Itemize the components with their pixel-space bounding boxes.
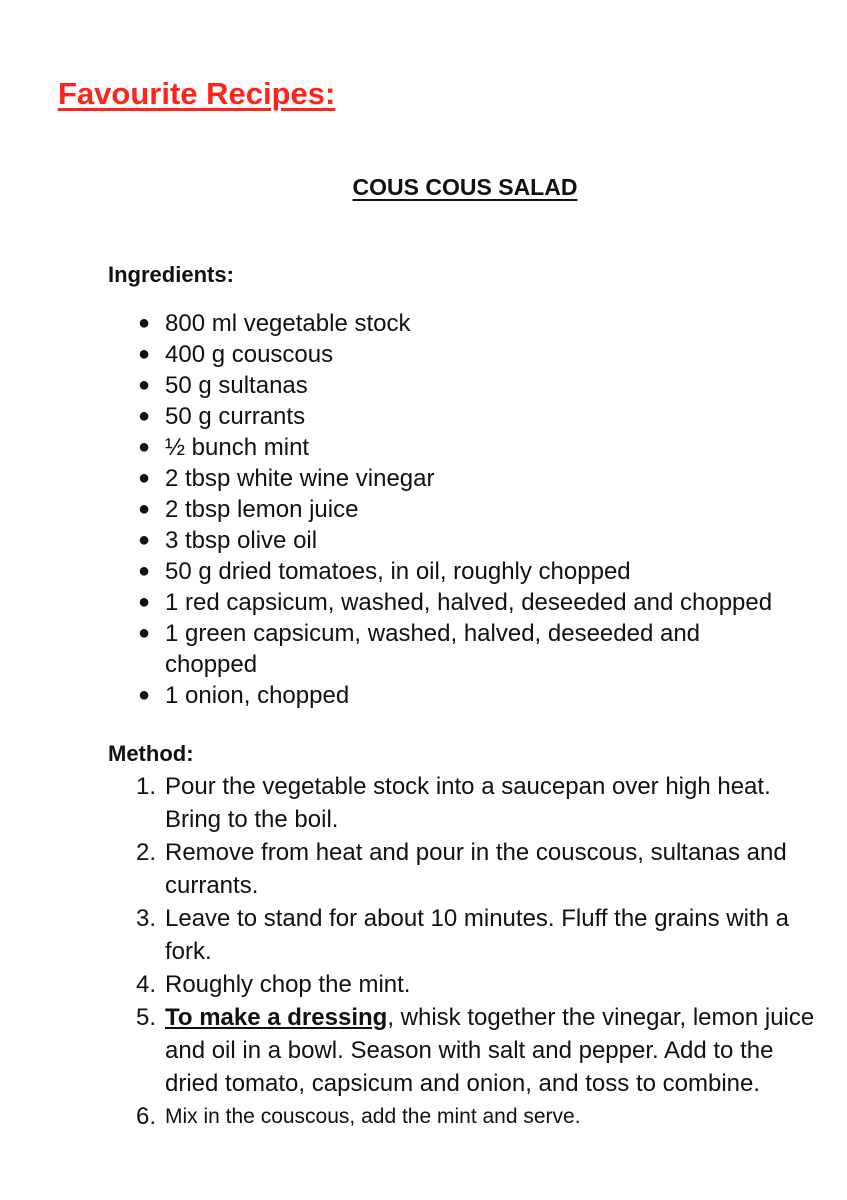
step-number: 5.: [136, 1004, 157, 1031]
page-title: Favourite Recipes:: [58, 76, 336, 111]
method-step: [136, 836, 795, 902]
method-heading: Method:: [108, 741, 194, 766]
bullet-icon: ●: [138, 467, 151, 489]
step-number: 3.: [136, 905, 157, 932]
ingredients-heading: Ingredients:: [108, 262, 234, 287]
bullet-icon: ●: [138, 405, 151, 427]
bullet-icon: ●: [138, 436, 151, 458]
step-text: Leave to stand for about 10 minutes. Fluff the grains with a fork.: [165, 905, 789, 965]
recipe-title: COUS COUS SALAD: [352, 174, 578, 200]
ingredient-item: [138, 463, 825, 494]
bullet-icon: ●: [138, 560, 151, 582]
ingredient-item: [138, 618, 755, 680]
step-number: 6.: [136, 1103, 157, 1130]
step-text: Remove from heat and pour in the couscous, sultanas and currants.: [165, 839, 787, 899]
ingredient-text: 400 g couscous: [165, 341, 334, 368]
ingredient-item: [138, 680, 825, 711]
method-list: [136, 770, 825, 1133]
bullet-icon: ●: [138, 622, 151, 644]
step-emphasis: To make a dressing: [165, 1004, 388, 1031]
step-text: Pour the vegetable stock into a saucepan over high heat. Bring to the boil.: [165, 773, 771, 833]
step-text: , whisk together the vinegar, lemon juice and oil in a bowl. Season with salt and pepper. Add to the dried tomato, capsicum and onion, and toss to combine.: [165, 1004, 815, 1097]
ingredient-text: 2 tbsp lemon juice: [165, 496, 359, 523]
ingredient-text: 800 ml vegetable stock: [165, 310, 411, 337]
ingredient-text: 1 red capsicum, washed, halved, deseeded and chopped: [165, 589, 773, 616]
method-step: [136, 1100, 825, 1133]
method-step: [136, 770, 775, 836]
step-number: 2.: [136, 839, 157, 866]
ingredient-item: [138, 494, 825, 525]
bullet-icon: ●: [138, 374, 151, 396]
bullet-icon: ●: [138, 684, 151, 706]
bullet-icon: ●: [138, 591, 151, 613]
ingredient-item: [138, 587, 825, 618]
ingredients-list: [138, 308, 825, 711]
bullet-icon: ●: [138, 343, 151, 365]
ingredient-text: 2 tbsp white wine vinegar: [165, 465, 435, 492]
step-number: 1.: [136, 773, 157, 800]
ingredient-item: [138, 370, 825, 401]
ingredient-text: 1 green capsicum, washed, halved, deseeded and chopped: [165, 620, 701, 678]
method-step: [136, 1001, 825, 1100]
ingredient-text: 50 g dried tomatoes, in oil, roughly chopped: [165, 558, 631, 585]
bullet-icon: ●: [138, 498, 151, 520]
ingredient-text: 50 g sultanas: [165, 372, 308, 399]
step-text: Mix in the couscous, add the mint and serve.: [165, 1105, 581, 1128]
ingredient-text: ½ bunch mint: [165, 434, 310, 461]
ingredient-item: [138, 525, 825, 556]
bullet-icon: ●: [138, 529, 151, 551]
ingredient-text: 3 tbsp olive oil: [165, 527, 318, 554]
ingredient-text: 50 g currants: [165, 403, 306, 430]
ingredient-text: 1 onion, chopped: [165, 682, 350, 709]
step-number: 4.: [136, 971, 157, 998]
ingredient-item: [138, 308, 825, 339]
ingredient-item: [138, 339, 825, 370]
ingredient-item: [138, 401, 825, 432]
ingredient-item: [138, 432, 825, 463]
step-text: Roughly chop the mint.: [165, 971, 411, 998]
method-step: [136, 968, 825, 1001]
ingredient-item: [138, 556, 825, 587]
bullet-icon: ●: [138, 312, 151, 334]
method-step: [136, 902, 805, 968]
